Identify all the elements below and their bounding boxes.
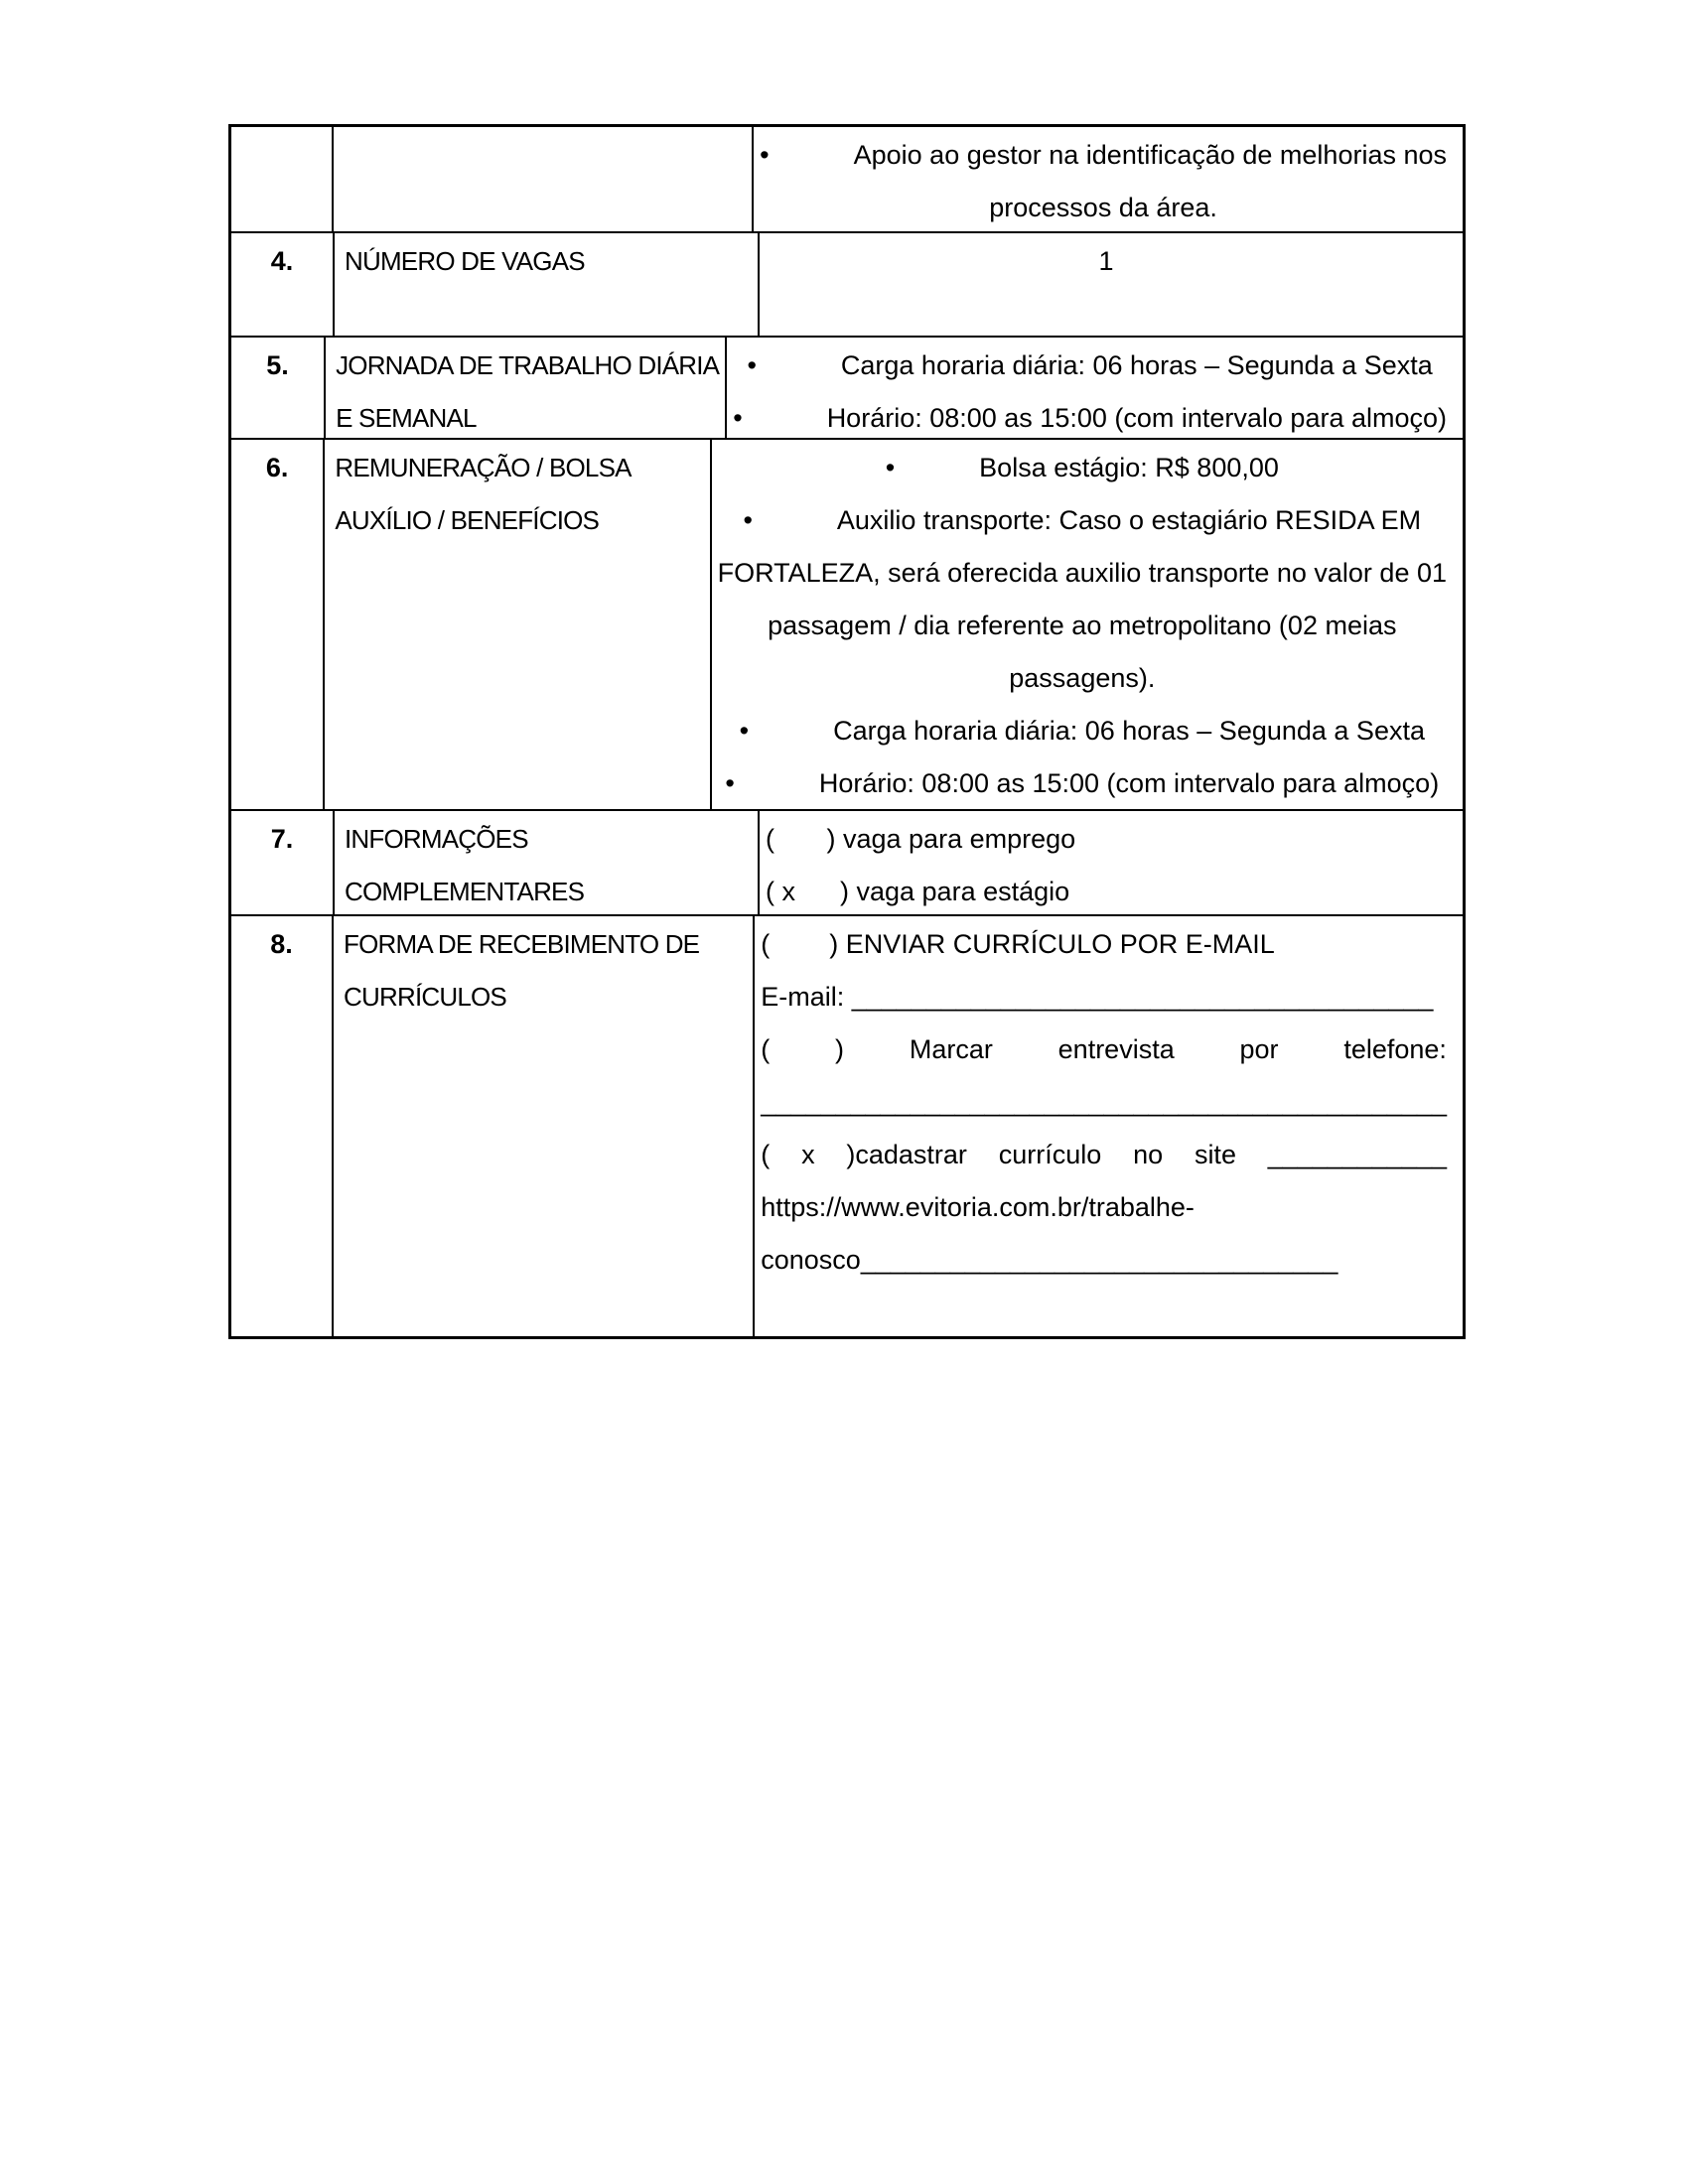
row-label [335,233,760,336]
label-line: CURRÍCULOS [344,982,506,1012]
line-text: https://www.evitoria.com.br/trabalhe- [761,1192,1195,1222]
vacancy-form-table [228,124,1466,1339]
line-text: FORTALEZA, será oferecida auxilio transporte no valor de 01 [717,558,1447,588]
row-number [231,127,334,231]
bullet-line [733,340,1447,392]
form-token: entrevista [1057,1034,1175,1064]
line-text: Horário: 08:00 as 15:00 (com intervalo para almoço) [818,768,1440,798]
row-number: 7. [231,811,335,914]
bullet-icon: • [760,140,770,170]
form-token: ) [835,1034,845,1064]
line-text: E-mail: _______________________________________ [761,982,1434,1012]
line-text: passagens). [1009,663,1156,693]
text-line [718,652,1447,705]
row-number: 6. [231,440,325,809]
bullet-line [733,392,1447,445]
table-row [231,914,1463,1336]
table-row [231,336,1463,438]
form-token: currículo [998,1140,1102,1169]
justified-form-line [761,1024,1447,1076]
bullet-icon: • [733,403,743,433]
row-content [727,338,1463,438]
table-row [231,438,1463,809]
bullet-icon: • [747,350,757,380]
row-label [334,916,755,1336]
row-content [754,127,1463,231]
text-line [718,600,1447,652]
text-line [766,235,1447,288]
text-line [761,1076,1447,1129]
form-token: ( [761,1034,771,1064]
row-number: 5. [231,338,326,438]
form-token: x [801,1140,815,1169]
text-line [761,971,1447,1024]
text-line [761,1234,1447,1287]
line-text: ( x ) vaga para estágio [766,877,1070,906]
line-text: processos da área. [989,193,1217,222]
form-token: por [1239,1034,1279,1064]
bullet-icon: • [739,716,750,746]
blank-underscore-field: ____________ [1267,1140,1447,1169]
table-row [231,231,1463,336]
line-text: ( ) vaga para emprego [766,824,1076,854]
line-text: Carga horaria diária: 06 horas – Segunda a Sexta [833,716,1425,746]
form-token: telefone: [1343,1034,1447,1064]
row-number: 8. [231,916,334,1336]
table-row [231,127,1463,231]
row-label [335,811,760,914]
text-line [761,918,1447,971]
line-text: passagem / dia referente ao metropolitano (02 meias [768,611,1397,640]
bullet-icon: • [885,453,896,482]
table-row [231,809,1463,914]
line-text: Horário: 08:00 as 15:00 (com intervalo para almoço) [826,403,1447,433]
bullet-line [718,494,1447,547]
row-label [326,338,727,438]
label-line: AUXÍLIO / BENEFÍCIOS [335,505,600,535]
line-text: conosco________________________________ [761,1245,1338,1275]
line-text: Carga horaria diária: 06 horas – Segunda a Sexta [840,350,1433,380]
row-content [760,811,1463,914]
justified-form-line [761,1129,1447,1181]
label-line: INFORMAÇÕES [345,824,528,854]
row-content [760,233,1463,336]
form-token: ( [761,1140,771,1169]
text-line [766,813,1447,866]
bullet-line [718,757,1447,810]
row-label [325,440,711,809]
line-text: Bolsa estágio: R$ 800,00 [979,453,1279,482]
text-line [760,182,1447,234]
line-text: Auxilio transporte: Caso o estagiário RESIDA EM [836,505,1422,535]
form-token: )cadastrar [846,1140,967,1169]
text-line [766,866,1447,918]
label-line: COMPLEMENTARES [345,877,585,906]
label-line: NÚMERO DE VAGAS [345,246,585,276]
row-content [712,440,1463,809]
form-token: site [1194,1140,1236,1169]
bullet-line [718,705,1447,757]
label-line: FORMA DE RECEBIMENTO DE [344,929,700,959]
row-content [755,916,1463,1336]
text-line [761,1181,1447,1234]
row-number: 4. [231,233,335,336]
line-text: ______________________________________________ [761,1087,1447,1117]
row-label [334,127,754,231]
line-text: Apoio ao gestor na identificação de melhorias nos [853,140,1447,170]
bullet-icon: • [743,505,753,535]
bullet-line [760,129,1447,182]
line-text: ( ) ENVIAR CURRÍCULO POR E-MAIL [761,929,1275,959]
label-line: E SEMANAL [336,403,477,433]
text-line [718,547,1447,600]
bullet-icon: • [725,768,735,798]
form-token: no [1133,1140,1164,1169]
label-line: JORNADA DE TRABALHO DIÁRIA [336,350,720,380]
bullet-line [718,442,1447,494]
form-token: Marcar [909,1034,993,1064]
label-line: REMUNERAÇÃO / BOLSA [335,453,632,482]
line-text: 1 [1098,246,1114,276]
